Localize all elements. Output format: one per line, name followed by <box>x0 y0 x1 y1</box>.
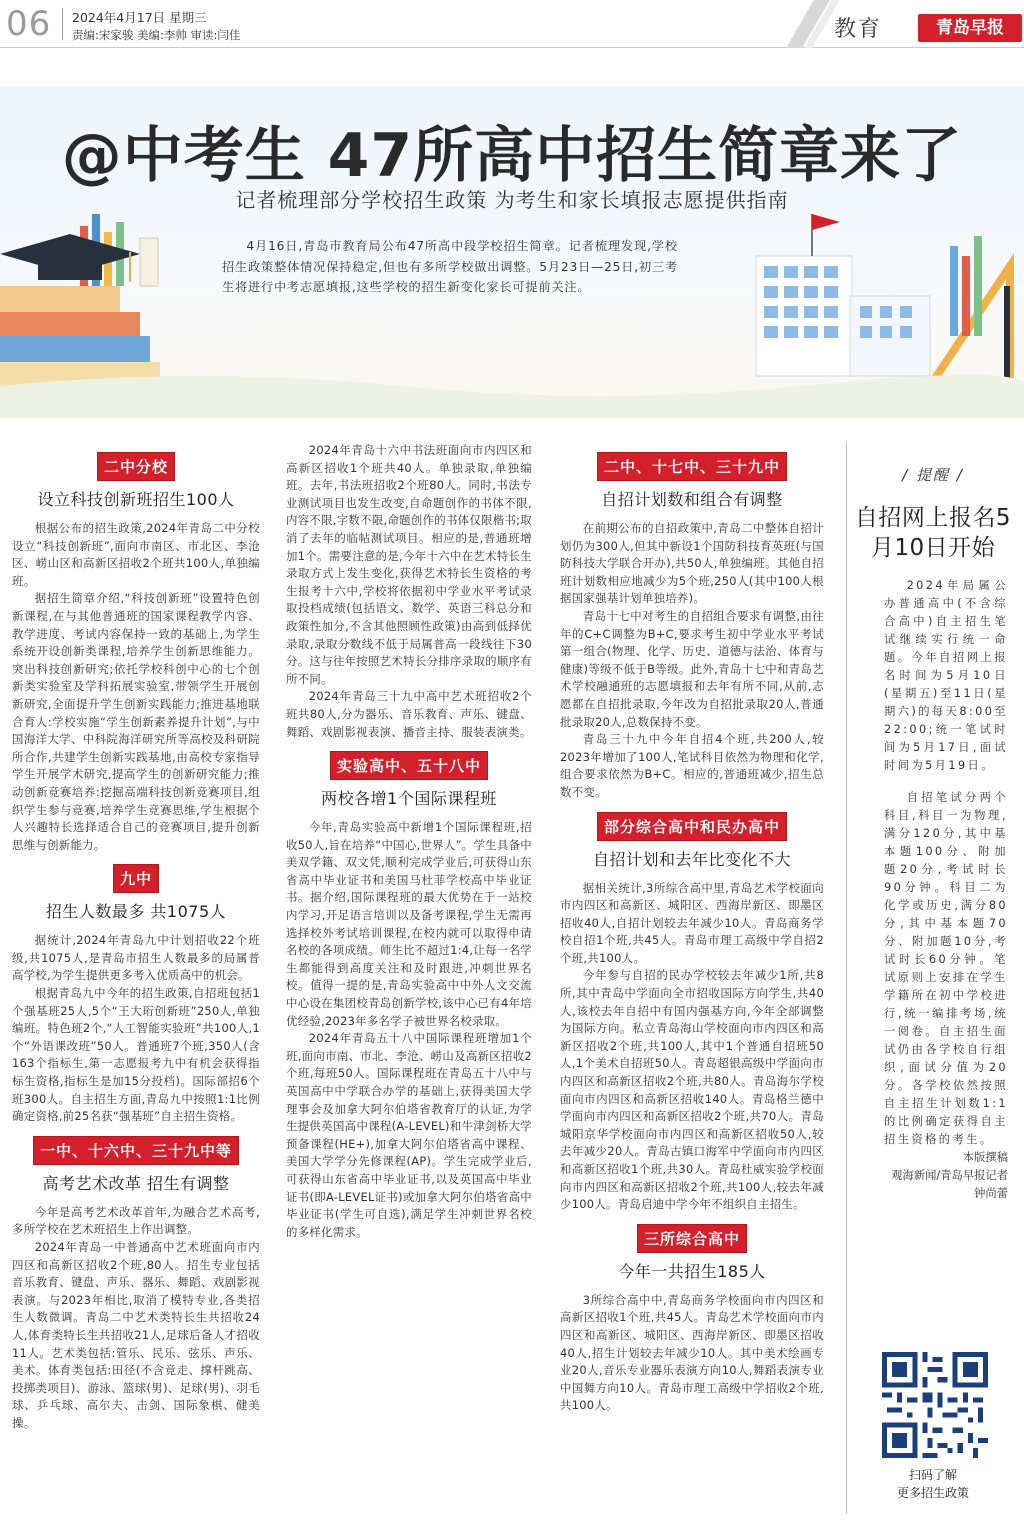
body-paragraph: 2024年青岛五十八中国际课程班增加1个班,面向市南、市北、李沧、崂山及高新区招收2个班,每班50人。国际课程班在青岛五十八中与英国高中中学联合办学的基础上,获得美国大学理事会及加拿大阿尔伯塔省教育厅的认证,为学生提供英国高中课程(A-LEVEL)和牛津剑桥大学预备课程(HE+),加拿大阿尔伯塔省高中课程、美国大学学分先修课程(AP)。学生完成学业后,可获得山东省高中毕业证书,以及英国高中毕业证书(即A-LEVEL证书)或加拿大阿尔伯塔省高中毕业证书(学生可自选),满足学生冲刺世界名校的多样化需求。 <box>286 1031 532 1239</box>
section-title: 设立科技创新班招生100人 <box>37 490 235 509</box>
lead-paragraph: 4月16日,青岛市教育局公布47所高中段学校招生简章。记者梳理发现,学校招生政策整体情况保持稳定,但也有多所学校做出调整。5月23日—25日,初三考生将进行中考志愿填报,这些学校的招生新变化家长可提前关注。 <box>222 239 678 295</box>
article-section-art-reform <box>12 1136 260 1433</box>
section-tag: 二中分校 <box>97 452 175 481</box>
section-tag: 实验高中、五十八中 <box>330 751 488 780</box>
body-paragraph: 2024年青岛一中普通高中艺术班面向市内四区和高新区招收2个班,80人。招生专业包括音乐教育、键盘、声乐、器乐、舞蹈、戏剧影视表演。与2023年相比,取消了模特专业,各类招生人数微调。青岛二中艺术类特长生共招收24人,体育类特长生共招收21人,足球后备人才招收11人。艺术类包括:管乐、民乐、弦乐、声乐、美术。体育类包括:田径(不含竞走、撑杆跳高、投掷类项目)、游泳、篮球(男)、足球(男)、羽毛球、乒乓球、高尔夫、击剑、国际象棋、健美操。 <box>12 1240 260 1430</box>
qr-code-icon[interactable] <box>882 1352 988 1458</box>
body-paragraph: 2024年青岛三十九中高中艺术班招收2个班共80人,分为器乐、音乐教育、声乐、键盘、舞蹈、戏剧影视表演、播音主持、服装表演类。 <box>286 689 532 739</box>
article-section-international <box>286 751 532 1241</box>
body-paragraph: 在前期公布的自招政策中,青岛二中整体自招计划仍为300人,但其中新设1个国防科技育英班(与国防科技大学联合开办),共50人,单独编班。其他自招班计划数相应地减少为5个班,250人(其中100人根据国家强基计划单独培养)。 <box>560 521 824 606</box>
ruler-illustration <box>930 236 1010 386</box>
reminder-title: 自招网上报名5月10日开始 <box>854 505 1012 561</box>
qr-caption <box>852 1466 1014 1502</box>
body-paragraph: 3所综合高中中,青岛商务学校面向市内四区和高新区招收1个班,共45人。青岛艺术学校面向市内四区和高新区、城阳区、西海岸新区、即墨区招收40人,招生计划较去年减少10人。其中美术绘画专业20人,音乐专业器乐表演方向10人,舞蹈表演专业中国舞方向10人。青岛市理工高级中学招收2个班,共100人。 <box>560 1292 824 1413</box>
section-tag: 三所综合高中 <box>637 1224 747 1253</box>
section-title: 自招计划数和组合有调整 <box>601 490 783 509</box>
byline-author: 观海新闻/青岛早报记者 钟尚蕾 <box>891 1169 1008 1200</box>
section-tag: 二中、十七中、三十九中 <box>597 452 787 481</box>
section-tag: 九中 <box>113 864 159 893</box>
section-tag: 一中、十六中、三十九中等 <box>33 1136 239 1165</box>
body-paragraph: 青岛十七中对考生的自招组合要求有调整,由往年的C+C调整为B+C,要求考生初中学业水平考试第一组合(物理、化学、历史、道德与法治、体育与健康)等级不低于B等级。此外,青岛十七中和青岛艺术学校融通班的志愿填报和去年有所不同,从前,志愿都在自招批录取,今年改为自招批录取20人,普通批录取20人,总数保持不变。 <box>560 608 824 729</box>
article-column-2 <box>286 442 532 1241</box>
body-paragraph: 据统计,2024年青岛九中计划招收22个班级,共1075人,是青岛市招生人数最多的局属普高学校,为学生提供更多考入优质高中的机会。 <box>12 933 260 983</box>
reminder-paragraph: 2024年局属公办普通高中(不含综合高中)自主招生笔试继续实行统一命题。今年自招网上报名时间为5月10日(星期五)至11日(星期六)的每天8:00至22:00;统一笔试时间为5月17日,面试时间为5月19日。 <box>884 579 1008 772</box>
section-title: 今年一共招生185人 <box>618 1261 766 1281</box>
byline-label: 本版撰稿 <box>962 1151 1008 1164</box>
body-paragraph: 据招生简章介绍,“科技创新班”设置特色创新课程,在与其他普通班的国家课程教学内容、教学进度、考试内容保持一致的基础上,为学生系统开设创新类课程,培养学生创新思维能力。突出科技创新研究;依托学校科创中心的七个创新类实验室及学科拓展实验室,带领学生开展创新研究,全面提升学生创新实践能力;推进基地联合育人:学校实施“学生创新素养提升计划”,与中国海洋大学、中科院海洋研究所等高校及科研院所合作,共建学生创新实践基地,由高校专家指导学生开展学术研究,提高学生的创新研究能力;推动创新竞赛培养:挖掘高端科技创新竞赛项目,组织学生参与竞赛,培养学生竞赛思维,学生根据个人兴趣特长选择适合自己的竞赛项目,提升创新思维与创新能力。 <box>12 591 260 852</box>
section-tag: 部分综合高中和民办高中 <box>597 812 787 841</box>
reminder-paragraph: 自招笔试分两个科目,科目一为物理,满分120分,其中基本题100分、附加题20分,考试时长90分钟。科目二为化学或历史,满分80分,其中基本题70分、附加题10分,考试时长60分钟。笔试原则上安排在学生学籍所在初中学校进行,统一编排考场,统一阅卷。自主招生面试仍由各学校自行组织,面试分值为20分。各学校依然按照自主招生计划数1:1的比例确定获得自主招生资格的考生。 <box>884 791 1008 1146</box>
article-section-jiuzhong <box>12 864 260 1126</box>
section-title: 自招计划和去年比变化不大 <box>592 849 791 869</box>
qr-caption-line: 扫码了解 <box>908 1468 957 1482</box>
body-paragraph: 根据青岛九中今年的招生政策,自招班包括1个强基班25人,5个“王大珩创新班”250人,单独编班。特色班2个,“人工智能实验班”共100人,1个“外语课改班”50人。普通班7个班,350人(含163个指标生,第一志愿报考九中有机会获得指标生资格,指标生是加15分投档)。国际部招6个班300人。自主招生方面,青岛九中按照1:1比例确定资格,前25名获“强基班”自主招生资格。 <box>12 986 260 1124</box>
section-name: 教育 <box>834 17 883 42</box>
paper-logo: 青岛早报 <box>918 14 1022 42</box>
headline-banner <box>0 86 1024 418</box>
body-paragraph: 今年参与自招的民办学校较去年减少1所,共8所,其中青岛中学面向全市招收国际方向学生,共40人,该校去年自招中有国内强基方向,今年全部调整为国际方向。私立青岛海山学校面向市内四区和高新区招收2个班,共100人,其中1个普通自招班50人,1个美术自招班50人。青岛超银高级中学面向市内四区和高新区招收2个班,共80人。青岛海尔学校面向市内四区和高新区招收140人。青岛格兰德中学面向市内四区和高新区招收2个班,共70人。青岛城阳京华学校面向市内四区和高新区招收50人,较去年减少20人。青岛古镇口海军中学面向市内四区和高新区招收1个班,共30人。青岛杜威实验学校面向市内四区和高新区招收2个班,共100人,较去年减少100人。青岛启迪中学今年不组织自主招生。 <box>560 968 824 1212</box>
body-paragraph: 青岛三十九中今年自招4个班,共200人,较2023年增加了100人,笔试科目依然为物理和化学,组合要求依然为B+C。相应的,普通班减少,招生总数不变。 <box>560 732 824 799</box>
qr-caption-line: 更多招生政策 <box>896 1486 969 1500</box>
article-section-self-enrollment <box>560 452 824 802</box>
article-section-erzhong-branch <box>12 452 260 854</box>
section-title: 两校各增1个国际课程班 <box>321 789 497 809</box>
masthead-divider <box>62 8 63 40</box>
reminder-sidebar <box>852 442 1014 1500</box>
subheadline: 记者梳理部分学校招生政策 为考生和家长填报志愿提供指南 <box>235 188 789 212</box>
school-building-illustration <box>756 214 930 376</box>
article-section-private-schools <box>560 812 824 1214</box>
body-paragraph: 根据公布的招生政策,2024年青岛二中分校设立“科技创新班”,面向市南区、市北区、李沧区、崂山区和高新区招收2个班共100人,单独编班。 <box>12 521 260 588</box>
section-title: 高考艺术改革 招生有调整 <box>42 1173 230 1193</box>
article-column-3 <box>560 442 824 1415</box>
body-paragraph: 2024年青岛十六中书法班面向市内四区和高新区招收1个班共40人。单独录取,单独编班。去年,书法班招收2个班80人。同时,书法专业测试项目也发生改变,自命题创作的书体不限,内容不限,字数不限,命题创作的书体仅限楷书;取消了去年的临帖测试项目。相应的是,普通班增加1个。需要注意的是,今年十六中在艺术特长生录取方式上发生变化,获得艺术特长生资格的考生报考十六中,学校将依据初中学业水平考试录取投档成绩(包括语文、数学、英语三科总分和政策性加分,不含其他照顾性政策)由高到低择优录取,录取分数线不低于局属普高一段线往下30分。这与往年按照艺术特长分排序录取的顺序有所不同。 <box>286 443 532 686</box>
masthead <box>0 0 1024 48</box>
body-paragraph: 今年,青岛实验高中新增1个国际课程班,招收50人,旨在培养“中国心,世界人”。学生具备中美双学籍、双文凭,顺利完成学业后,可获得山东省高中毕业证书和美国马杜菲学校高中毕业证书。据介绍,国际课程班的最大优势在于一站校内学习,开足语言培训以及备考课程,学生无需再选择校外考试培训课程,在校内就可以取得申请名校的各项成绩。师生比不超过1:4,让每一名学生都能得到高度关注和及时跟进,冲刺世界名校。值得一提的是,青岛实验高中中外人文交流中心设在集团校青岛创新学校,该中心已有4年培优经验,2023年多名学子被世界名校录取。 <box>286 820 532 1028</box>
section-title: 招生人数最多 共1075人 <box>45 902 227 922</box>
editors-credit: 责编:宋家骏 美编:李帅 审读:闫佳 <box>72 28 241 42</box>
reminder-label: / 提醒 / <box>902 466 964 484</box>
body-paragraph: 今年是高考艺术改革首年,为融合艺术高考,多所学校在艺术班招生上作出调整。 <box>12 1204 260 1237</box>
page-number: 06 <box>6 4 52 44</box>
article-column-1 <box>12 442 260 1433</box>
body-paragraph: 据相关统计,3所综合高中里,青岛艺术学校面向市内四区和高新区、城阳区、西海岸新区、即墨区招收40人,自招计划较去年减少10人。青岛商务学校自招1个班,共45人。青岛市理工高级中学自招2个班,共100人。 <box>560 880 824 965</box>
headline: @中考生 47所高中招生简章来了 <box>61 121 963 191</box>
article-section-comprehensive <box>560 1224 824 1415</box>
issue-date: 2024年4月17日 星期三 <box>72 10 207 25</box>
ground-decoration <box>0 375 1024 418</box>
column-divider <box>846 442 847 1514</box>
